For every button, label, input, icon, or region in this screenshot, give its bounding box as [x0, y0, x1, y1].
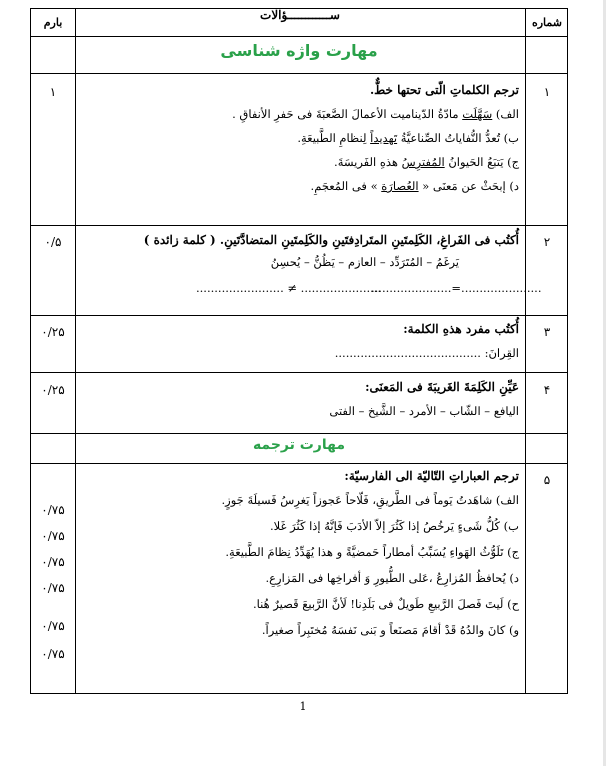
- word-list: یَرغَمُ – المُتَرَدِّد – العازم – یَظُنُّ – یُحسِنُ: [270, 255, 459, 269]
- question-mark: ۰/۲۵: [41, 325, 65, 339]
- item-text: تُعدُّ النُّفایاتُ الصِّناعیَّةُ: [397, 131, 501, 145]
- item-prefix: د): [505, 179, 519, 193]
- item-line: [81, 107, 519, 121]
- question-mark: ۰/۷۵: [41, 581, 65, 595]
- question-mark: ۰/۷۵: [41, 555, 65, 569]
- question-title: أُکتُب مفرد هذهِ الکلمة:: [403, 322, 519, 336]
- question-number: ۲: [543, 235, 551, 249]
- question-title: أُکتُب فی الفَراغِ، الکَلِمتَینِ المتَرادِفتَینِ والکَلِمتَینِ المتضادَّتَینِ. ( کلمة زائدة ): [143, 233, 519, 247]
- question-mark: ۱: [49, 85, 57, 99]
- item-line: و) کانَ والدُهُ قَدْ أقامَ مَصنَعاً و بَنی نَفسَهُ مُختَبِراً صغیراً.: [261, 623, 519, 637]
- row-divider: [31, 225, 567, 226]
- question-number: ۳: [543, 325, 551, 339]
- question-mark: ۰/۷۵: [41, 503, 65, 517]
- item-line: القِرانَ: ........................................: [334, 346, 519, 360]
- question-mark: ۰/۵: [44, 235, 62, 249]
- item-text: هذهِ الفَریسَةَ.: [334, 155, 402, 169]
- questions-header: ســــــــــــؤالات: [260, 8, 340, 22]
- antonym-blanks: ........................ ≠ ......................: [196, 281, 382, 295]
- question-title: عَیِّنِ الکَلِمَةَ الغَریبَةَ فی المَعنَی:: [365, 380, 519, 394]
- page-number: 1: [299, 700, 307, 713]
- question-3: [81, 322, 519, 367]
- underlined-word: تَهدیداً: [370, 131, 398, 145]
- question-number: ۱: [543, 85, 551, 99]
- question-mark: ۰/۲۵: [41, 383, 65, 397]
- item-prefix: الف): [492, 107, 519, 121]
- section-divider: [31, 73, 567, 74]
- question-1: [81, 83, 519, 200]
- item-line: [81, 179, 519, 193]
- header-divider: [31, 36, 567, 37]
- row-divider: [31, 372, 567, 373]
- number-column-divider: [525, 9, 526, 693]
- underlined-word: سَهَّلَت: [462, 107, 493, 121]
- question-mark: ۰/۷۵: [41, 647, 65, 661]
- synonym-blanks: ......................=......................: [371, 281, 542, 295]
- mark-column-divider: [75, 9, 76, 693]
- question-title: ترجم الکلماتِ الّتی تحتها خطٌّ.: [369, 83, 519, 97]
- item-prefix: ج): [503, 155, 519, 169]
- item-line: [81, 131, 519, 145]
- section-divider: [31, 463, 567, 464]
- exam-sheet: [30, 8, 568, 694]
- item-line: [81, 155, 519, 169]
- answer-blanks: [81, 281, 542, 295]
- item-text: یَتبَعُ الحَیوانُ: [444, 155, 504, 169]
- question-mark: ۰/۷۵: [41, 529, 65, 543]
- item-prefix: ب): [500, 131, 519, 145]
- question-number: ۵: [543, 473, 551, 487]
- underlined-word: المُفترِسُ: [401, 155, 445, 169]
- number-header: شماره: [531, 16, 562, 29]
- item-line: د) یُحافظُ المُزارِعُ ،عَلی الطُّیورِ وَ أفراخِها فی المَزارِعِ.: [265, 571, 519, 585]
- item-line: الیافع – الشّاب – الأمرد – الشَّیخ – الفتی: [329, 404, 519, 418]
- item-text: لِنظامِ الطَّبیعَةِ.: [297, 131, 371, 145]
- row-divider: [31, 433, 567, 434]
- underlined-word: العُصارَة: [381, 179, 419, 193]
- item-line: ح) لَیتَ فَصلَ الرَّبیعِ طَویلٌ فی بَلَدِنا! لَأنَّ الرَّبیعَ قَصیرٌ هُنا.: [252, 597, 519, 611]
- item-text: » فی المُعجَمِ.: [310, 179, 382, 193]
- item-text: مادّةُ الدّیناميت الأعمالَ الصَّعبَةَ فی حَفرِ الأنفاقِ .: [232, 107, 463, 121]
- question-mark: ۰/۷۵: [41, 619, 65, 633]
- question-4: [81, 380, 519, 425]
- question-2: [81, 233, 542, 302]
- item-line: الف) شاهَدتُ یَوماً فی الطَّریقِ، فَلّاحاً عَجوزاً یَغرِسُ فَسیلَةَ جَوزٍ.: [221, 493, 519, 507]
- item-line: ب) کُلُّ شَیءٍ یَرخُصُ إذا کَثُرَ إلاّ الأدَبَ فَإنَّهُ إذا کَثُرَ غَلا.: [269, 519, 519, 533]
- item-text: إبحَثْ عن مَعنَی «: [418, 179, 506, 193]
- section-title-vocab: مهارت واژه شناسی: [220, 41, 378, 60]
- question-title: ترجم العباراتِ التّالیّة الی الفارسیّة:: [344, 469, 519, 483]
- mark-header: بارم: [43, 16, 63, 29]
- section-title-translation: مهارت ترجمه: [252, 437, 346, 453]
- row-divider: [31, 315, 567, 316]
- question-5: [81, 469, 519, 644]
- item-line: ج) تَلَوُّثُ الهَواءِ یُسَبِّبُ أمطاراً حَمضیَّةً و هذا یُهَدِّدُ نِظامَ الطَّبیعَةِ.: [225, 545, 519, 559]
- question-number: ۴: [543, 383, 551, 397]
